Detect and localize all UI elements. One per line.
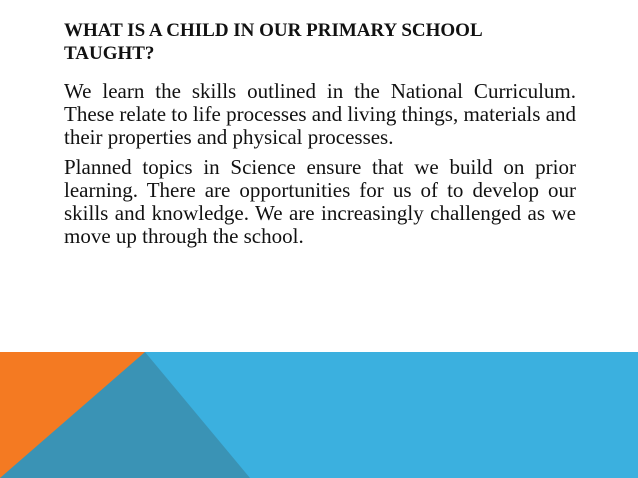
body-paragraph-1: We learn the skills outlined in the National Curriculum. These relate to life processes and living things, materials and their properties and physical processes. xyxy=(64,79,577,150)
slide-title: WHAT IS A CHILD IN OUR PRIMARY SCHOOL TAUGHT? xyxy=(64,20,482,64)
body-paragraph-2: Planned topics in Science ensure that we build on prior learning. There are opportunities for us of to develop our skills and knowledge. We are increasingly challenged as we move up through the school. xyxy=(64,154,576,249)
decorative-footer-graphic xyxy=(0,352,638,478)
slide-body xyxy=(64,80,576,254)
decorative-footer-band xyxy=(0,352,638,478)
